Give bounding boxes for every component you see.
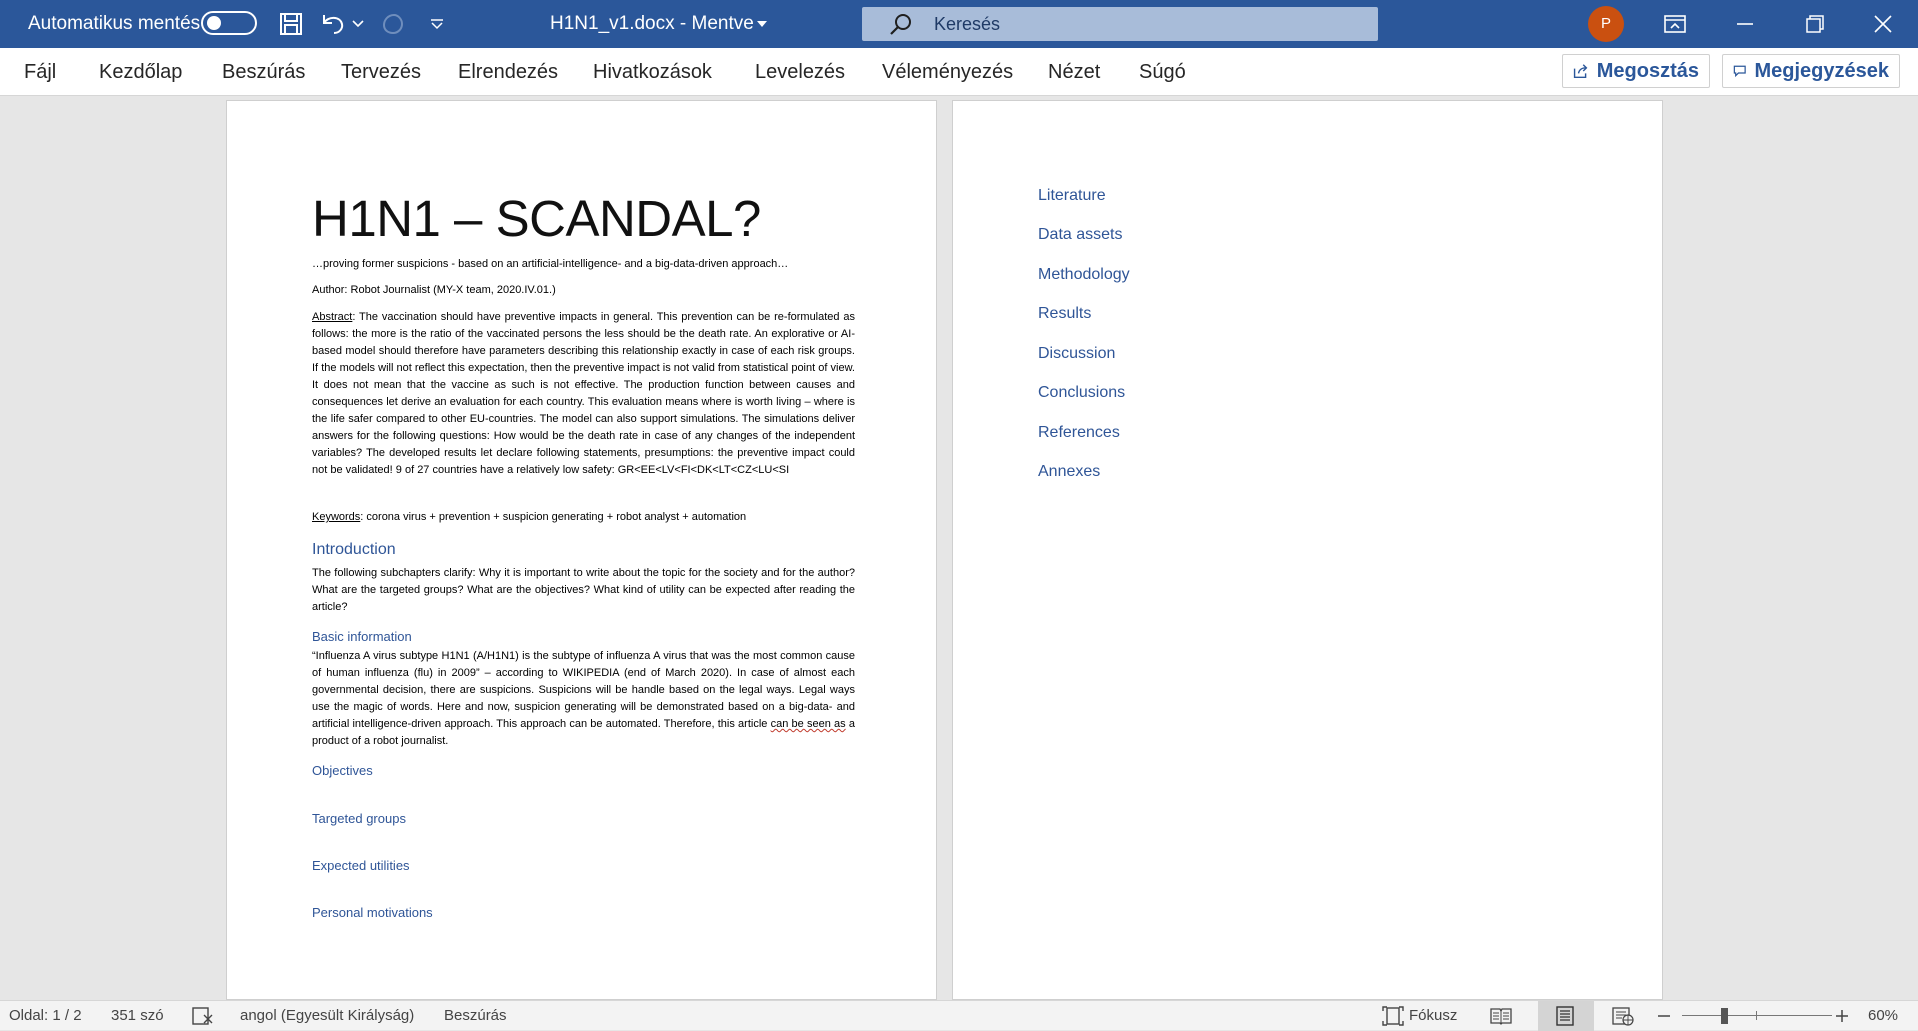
- insert-mode-indicator[interactable]: Beszúrás: [444, 1007, 507, 1024]
- heading-literature: Literature: [1038, 187, 1106, 204]
- heading-conclusions: Conclusions: [1038, 384, 1126, 401]
- document-page-2[interactable]: [952, 100, 1663, 1000]
- share-label: Megosztás: [1596, 59, 1699, 82]
- toggle-knob: [207, 16, 221, 30]
- autosave-label: Automatikus mentés: [28, 13, 201, 34]
- autosave-toggle[interactable]: [201, 11, 257, 35]
- abstract-label: Abstract: [312, 311, 353, 323]
- restore-icon[interactable]: [1800, 0, 1830, 48]
- focus-label[interactable]: Fókusz: [1409, 1007, 1458, 1024]
- undo-dropdown-chevron-icon[interactable]: [350, 0, 366, 48]
- heading-methodology: Methodology: [1038, 266, 1130, 283]
- zoom-slider-handle[interactable]: [1721, 1008, 1728, 1024]
- keywords-text: : corona virus + prevention + suspicion generating + robot analyst + automation: [360, 511, 747, 523]
- document-title-heading: H1N1 – SCANDAL?: [312, 190, 761, 247]
- share-button[interactable]: [1562, 54, 1710, 88]
- undo-icon[interactable]: [318, 0, 348, 48]
- tab-home[interactable]: Kezdőlap: [99, 61, 183, 83]
- tab-references[interactable]: Hivatkozások: [593, 61, 712, 83]
- introduction-heading: Introduction: [312, 541, 396, 558]
- page-count[interactable]: Oldal: 1 / 2: [9, 1007, 82, 1024]
- close-icon[interactable]: [1868, 0, 1898, 48]
- web-layout-icon[interactable]: [1612, 1001, 1636, 1031]
- expected-utilities-heading: Expected utilities: [312, 858, 410, 873]
- zoom-level[interactable]: 60%: [1868, 1007, 1899, 1024]
- search-icon: [888, 7, 914, 41]
- tab-mailings[interactable]: Levelezés: [755, 61, 846, 83]
- share-icon: [1573, 62, 1589, 80]
- tab-layout[interactable]: Elrendezés: [458, 61, 559, 83]
- search-input[interactable]: [934, 7, 1354, 41]
- ribbon-tabs: [0, 48, 1918, 96]
- document-page-1[interactable]: [226, 100, 937, 1000]
- document-title-chevron-icon[interactable]: [754, 0, 770, 48]
- document-title[interactable]: H1N1_v1.docx - Mentve: [550, 13, 754, 34]
- basic-information-heading: Basic information: [312, 629, 412, 644]
- heading-results: Results: [1038, 305, 1092, 322]
- comment-icon: [1733, 62, 1746, 80]
- abstract-text: : The vaccination should have preventive impacts in general. This prevention can be re-formulated as follows: the more is the ratio of the vaccinated persons the less should be the death rate. An explorative or AI-based model should therefore have parameters describing this relationship exactly in case of each risk groups. If the models will not reflect this expectation, then the preventive impact is not valid from statistical point of view. It does not mean that the vaccine as such is not effective. The production function between causes and consequences let derive an evaluation for each country. This evaluation means where is worth living – where is the life safer compared to other EU-countries. The model can also support simulations. The simulations deliver answers for the following questions: How would be the death rate in case of any changes of the independent variables? The developed results let declare following statements, presumptions: the preventive impact could not be validated! 9 of 27 countries have a relatively low safety: GR<EE<LV<FI<DK<LT<CZ<LU<SI: [312, 311, 855, 476]
- abstract-paragraph: [312, 309, 855, 479]
- document-author: Author: Robot Journalist (MY-X team, 2020.IV.01.): [312, 284, 556, 296]
- save-icon[interactable]: [276, 0, 306, 48]
- spelling-squiggle-text[interactable]: can be seen as: [770, 718, 846, 730]
- introduction-paragraph: The following subchapters clarify: Why it is important to write about the topic for the society and for the author? What are the targeted groups? What are the objectives? What kind of utility can be expected after reading the article?: [312, 567, 855, 613]
- search-box[interactable]: [862, 7, 1378, 41]
- keywords-paragraph: [312, 509, 855, 526]
- zoom-in-icon[interactable]: [1836, 1001, 1852, 1031]
- heading-annexes: Annexes: [1038, 463, 1101, 480]
- keywords-label: Keywords: [312, 511, 361, 523]
- proofing-icon[interactable]: [192, 1001, 216, 1031]
- read-mode-icon[interactable]: [1490, 1001, 1514, 1031]
- print-layout-icon: [1555, 1006, 1575, 1026]
- ribbon-display-icon[interactable]: [1660, 0, 1690, 48]
- title-bar: [0, 0, 1918, 48]
- tab-file[interactable]: Fájl: [24, 61, 57, 83]
- personal-motivations-heading: Personal motivations: [312, 905, 433, 920]
- avatar[interactable]: P: [1588, 6, 1624, 42]
- document-subtitle: …proving former suspicions - based on an artificial-intelligence- and a big-data-driven approach…: [312, 258, 789, 270]
- word-count[interactable]: 351 szó: [111, 1007, 164, 1024]
- heading-references: References: [1038, 424, 1120, 441]
- language-indicator[interactable]: angol (Egyesült Királyság): [240, 1007, 415, 1024]
- basic-information-paragraph: [312, 648, 855, 750]
- focus-icon[interactable]: [1382, 1001, 1406, 1031]
- heading-data-assets: Data assets: [1038, 226, 1123, 243]
- customize-toolbar-icon[interactable]: [426, 0, 448, 48]
- tab-design[interactable]: Tervezés: [341, 61, 422, 83]
- print-layout-button[interactable]: [1538, 1001, 1594, 1031]
- zoom-slider[interactable]: [1682, 1015, 1832, 1016]
- tab-review[interactable]: Véleményezés: [882, 61, 1014, 83]
- minimize-icon[interactable]: [1730, 0, 1760, 48]
- tab-help[interactable]: Súgó: [1139, 61, 1186, 83]
- heading-discussion: Discussion: [1038, 345, 1116, 362]
- tab-view[interactable]: Nézet: [1048, 61, 1101, 83]
- tab-insert[interactable]: Beszúrás: [222, 61, 306, 83]
- basic-text-b: a product of a robot journalist.: [312, 718, 855, 747]
- basic-text-a: “Influenza A virus subtype H1N1 (A/H1N1) is the subtype of influenza A virus that was the most common cause of human influenza (flu) in 2009” – according to WIKIPEDIA (end of March 2020). In case of almost each governmental decision, there are suspicions. Suspicions will be handle based on the legal ways. Legal ways use the magic of words. Here and now, suspicion generating will be demonstrated based on a big-data- and artificial intelligence-driven approach. This approach can be automated. Therefore, this article: [312, 650, 855, 730]
- comments-button[interactable]: [1722, 54, 1900, 88]
- zoom-out-icon[interactable]: [1658, 1001, 1674, 1031]
- targeted-groups-heading: Targeted groups: [312, 811, 406, 826]
- redo-icon[interactable]: [378, 0, 408, 48]
- zoom-slider-midpoint: [1756, 1011, 1757, 1020]
- comments-label: Megjegyzések: [1754, 59, 1889, 82]
- status-bar: [0, 1000, 1918, 1030]
- objectives-heading: Objectives: [312, 763, 373, 778]
